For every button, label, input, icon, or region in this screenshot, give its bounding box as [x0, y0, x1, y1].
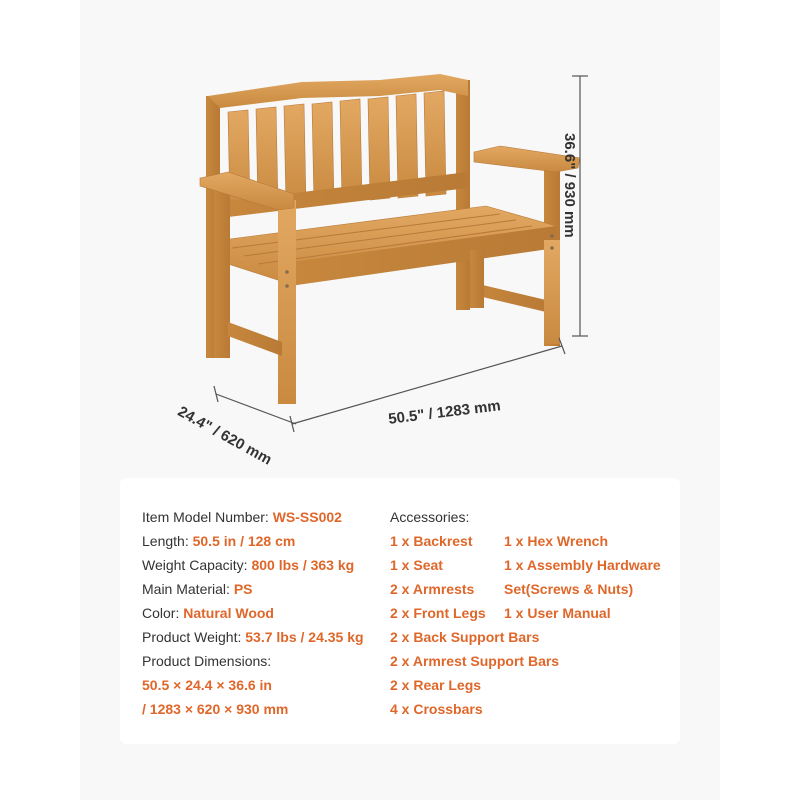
left-side-rail	[228, 322, 282, 356]
width-dimension-label: 50.5" / 1283 mm	[387, 397, 502, 428]
accessory-item: 4 x Crossbars	[390, 701, 483, 717]
spec-weight: Product Weight: 53.7 lbs / 24.35 kg	[142, 629, 364, 645]
front-right-leg	[544, 240, 560, 344]
accessory-item: 2 x Back Support Bars	[390, 629, 540, 645]
accessory-item: 2 x Armrest Support Bars	[390, 653, 560, 669]
accessory-item: 1 x Seat	[390, 557, 443, 573]
back-right-lower	[470, 250, 484, 308]
accessory-item: 1 x Backrest	[390, 533, 473, 549]
accessory-item: 2 x Rear Legs	[390, 677, 482, 693]
depth-dimension-label: 24.4" / 620 mm	[174, 403, 275, 469]
spec-length: Length: 50.5 in / 128 cm	[142, 533, 296, 549]
spec-dimensions-label: Product Dimensions:	[142, 653, 272, 669]
accessory-item: 1 x Hex Wrench	[504, 533, 609, 549]
accessory-item: 1 x Assembly Hardware	[504, 557, 661, 573]
height-dimension-label: 36.6" / 930 mm	[561, 133, 578, 238]
accessory-item: 2 x Front Legs	[390, 605, 486, 621]
spec-material: Main Material: PS	[142, 581, 253, 597]
spec-capacity: Weight Capacity: 800 lbs / 363 kg	[142, 557, 355, 573]
spec-dimensions-metric: / 1283 × 620 × 930 mm	[142, 701, 289, 717]
back-right-leg	[456, 80, 470, 310]
spec-card	[120, 478, 680, 744]
accessory-item: 2 x Armrests	[390, 581, 475, 597]
accessories-title: Accessories:	[390, 509, 470, 525]
spec-color: Color: Natural Wood	[142, 605, 274, 621]
front-left-inner	[214, 186, 230, 358]
accessory-item: 1 x User Manual	[504, 605, 611, 621]
accessory-item: Set(Screws & Nuts)	[504, 581, 634, 597]
front-left-leg	[278, 200, 296, 404]
spec-model: Item Model Number: WS-SS002	[142, 509, 342, 525]
spec-dimensions-imperial: 50.5 × 24.4 × 36.6 in	[142, 677, 272, 693]
